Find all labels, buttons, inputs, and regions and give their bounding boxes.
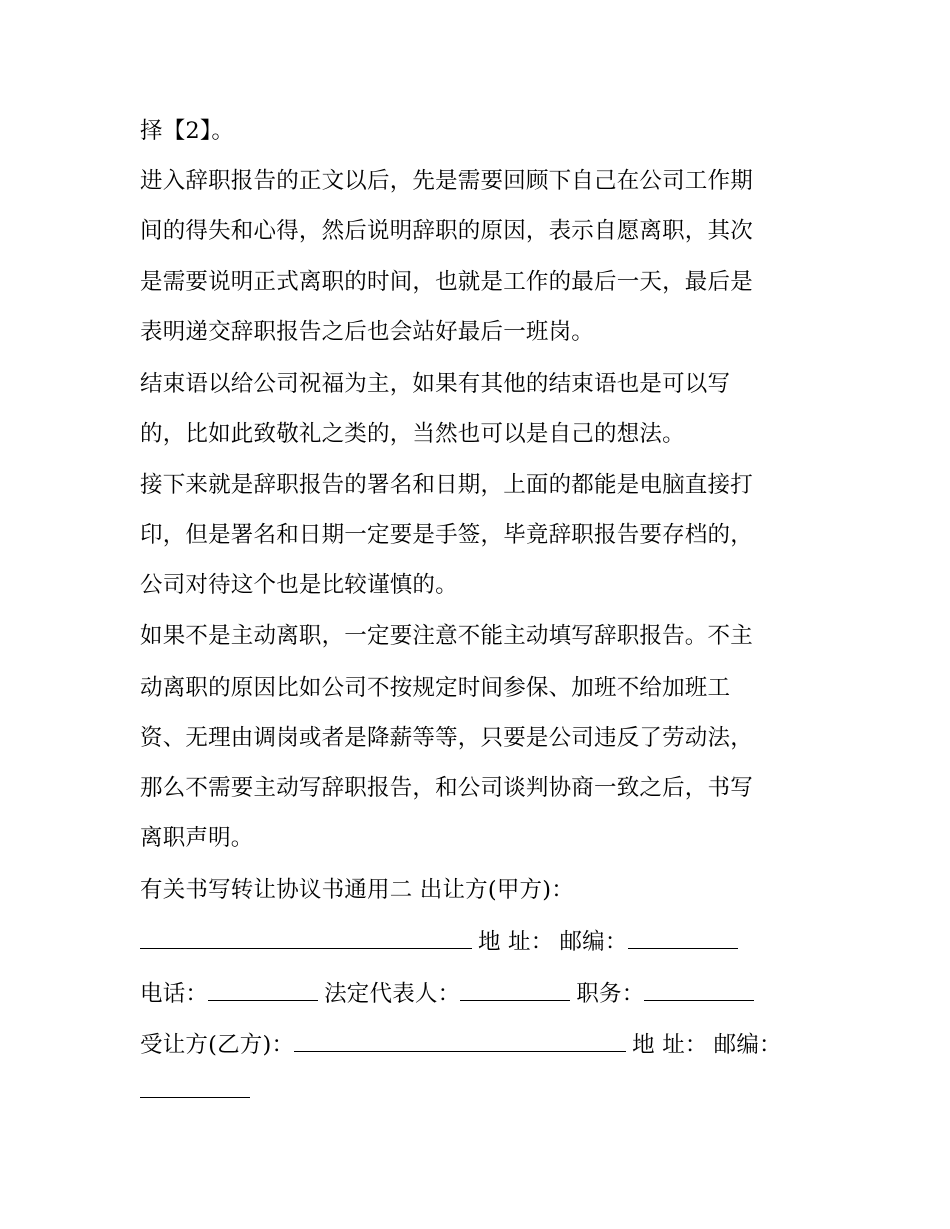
paragraph-line: 动离职的原因比如公司不按规定时间参保、加班不给加班工 [140, 675, 731, 701]
paragraph-line: 离职声明。 [140, 825, 254, 851]
postcode-label: 邮编： [559, 929, 628, 955]
postcode-blank[interactable] [628, 926, 738, 949]
paragraph-line: 如果不是主动离职，一定要注意不能主动填写辞职报告。不主 [140, 623, 753, 649]
address-label: 地 址： [478, 929, 554, 955]
transferee-label: 受让方(乙方)： [140, 1032, 295, 1058]
position-blank[interactable] [644, 978, 754, 1001]
form-line-transferee [140, 1029, 782, 1060]
form-line-contact [140, 978, 754, 1009]
postcode-label: 邮编： [713, 1032, 782, 1058]
transferee-postcode-blank[interactable] [140, 1075, 250, 1098]
paragraph-line: 印，但是署名和日期一定要是手签，毕竟辞职报告要存档的， [140, 522, 753, 548]
phone-label: 电话： [140, 981, 209, 1007]
transferee-name-blank[interactable] [294, 1029, 626, 1052]
paragraph-line: 进入辞职报告的正文以后，先是需要回顾下自己在公司工作期 [140, 168, 753, 194]
paragraph-line: 间的得失和心得，然后说明辞职的原因，表示自愿离职，其次 [140, 218, 753, 244]
paragraph-line: 资、无理由调岗或者是降薪等等，只要是公司违反了劳动法， [140, 725, 753, 751]
paragraph-line: 那么不需要主动写辞职报告，和公司谈判协商一致之后，书写 [140, 775, 753, 801]
transferor-name-blank[interactable] [140, 926, 472, 949]
address-label: 地 址： [632, 1032, 708, 1058]
agreement-heading: 有关书写转让协议书通用二 出让方(甲方)： [140, 877, 574, 903]
paragraph-line: 择【2】。 [140, 118, 235, 144]
paragraph-line: 的，比如此致敬礼之类的，当然也可以是自己的想法。 [140, 421, 685, 447]
paragraph-line: 接下来就是辞职报告的署名和日期，上面的都能是电脑直接打 [140, 472, 753, 498]
position-label: 职务： [576, 981, 645, 1007]
paragraph-line: 结束语以给公司祝福为主，如果有其他的结束语也是可以写 [140, 371, 731, 397]
form-line-transferor-info [140, 926, 738, 957]
paragraph-line: 是需要说明正式离职的时间，也就是工作的最后一天，最后是 [140, 269, 753, 295]
legal-rep-label: 法定代表人： [324, 981, 461, 1007]
paragraph-line: 公司对待这个也是比较谨慎的。 [140, 572, 458, 598]
legal-rep-blank[interactable] [460, 978, 570, 1001]
paragraph-line: 表明递交辞职报告之后也会站好最后一班岗。 [140, 319, 595, 345]
phone-blank[interactable] [208, 978, 318, 1001]
form-line-postcode [140, 1075, 250, 1106]
